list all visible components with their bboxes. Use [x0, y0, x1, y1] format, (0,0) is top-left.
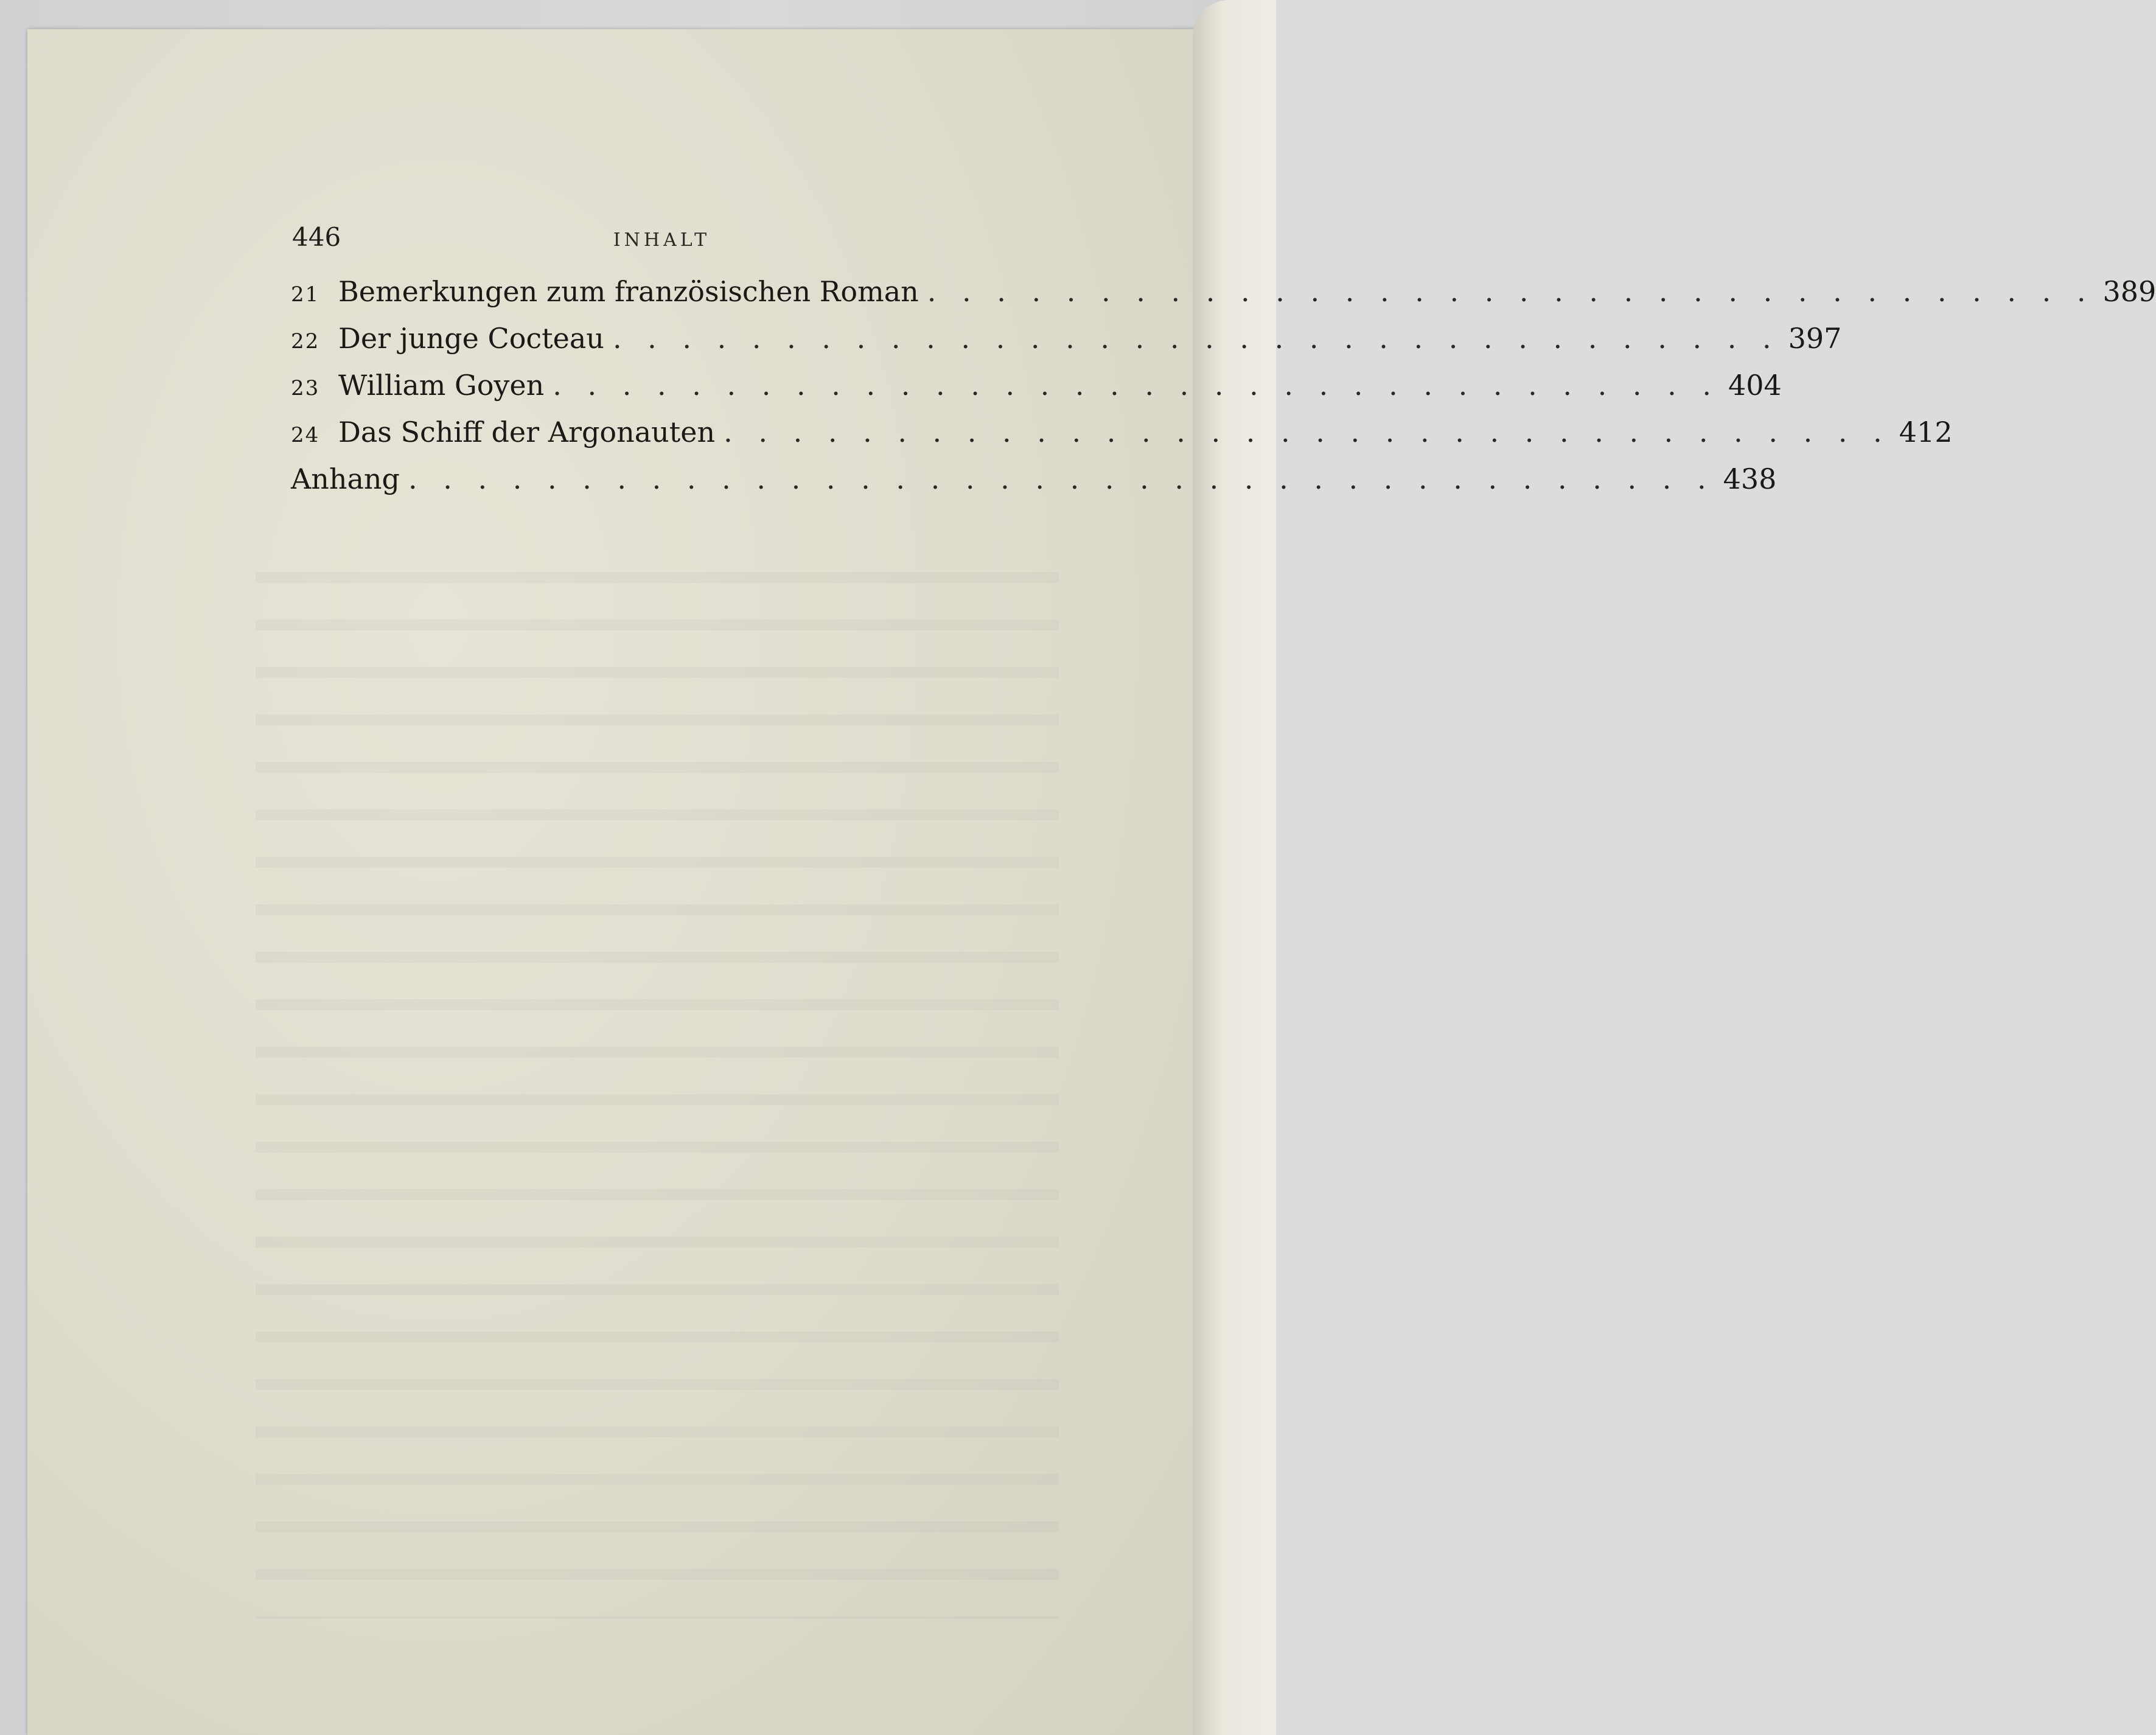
toc-leader-dots: . . . . . . . . . . . . . . . . . . . . . . . . . . . . . . . . . . . . . . — [408, 463, 1715, 495]
next-page-edge — [1193, 0, 1276, 1735]
toc-entry-number: 23 — [291, 376, 320, 400]
page-header — [292, 222, 1031, 259]
toc-entry-number: 22 — [291, 329, 320, 354]
toc-entry-page: 438 — [1723, 463, 1777, 495]
toc-entry-number: 24 — [291, 423, 320, 447]
toc-entry — [291, 416, 1953, 463]
page-number: 446 — [292, 222, 341, 252]
toc-entry — [291, 369, 1782, 416]
toc-entry-title: Anhang — [291, 463, 400, 495]
toc-entry-title: William Goyen — [338, 369, 545, 402]
toc-leader-dots: . . . . . . . . . . . . . . . . . . . . . . . . . . . . . . . . . . — [612, 322, 1780, 355]
toc-entry-title: Bemerkungen zum französischen Roman — [338, 275, 919, 308]
toc-entry-number: 21 — [291, 282, 320, 307]
toc-entry — [291, 463, 1777, 509]
running-title: INHALT — [613, 229, 711, 251]
toc-leader-dots: . . . . . . . . . . . . . . . . . . . . . . . . . . . . . . . . . . — [927, 275, 2095, 308]
table-of-contents — [291, 275, 2156, 509]
toc-entry-page: 397 — [1788, 322, 1842, 355]
toc-leader-dots: . . . . . . . . . . . . . . . . . . . . . . . . . . . . . . . . . . — [724, 416, 1891, 449]
toc-entry — [291, 322, 1842, 369]
toc-entry-page: 404 — [1728, 369, 1782, 402]
toc-leader-dots: . . . . . . . . . . . . . . . . . . . . . . . . . . . . . . . . . . — [553, 369, 1720, 402]
toc-entry-page: 412 — [1899, 416, 1953, 449]
toc-entry-title: Der junge Cocteau — [338, 322, 604, 355]
toc-entry-title: Das Schiff der Argonauten — [338, 416, 716, 449]
toc-entry — [291, 275, 2156, 322]
toc-entry-page: 389 — [2102, 275, 2156, 308]
